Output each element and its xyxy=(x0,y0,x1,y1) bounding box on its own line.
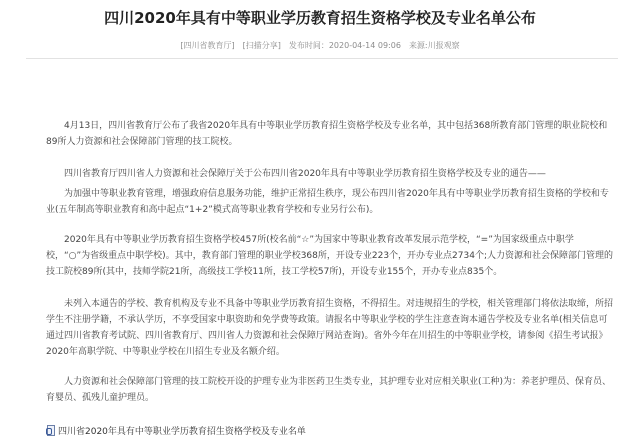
paragraph-nursing: 人力资源和社会保障部门管理的技工院校开设的护理专业为非医药卫生类专业，其护理专业对应相关职业(工种)为：养老护理员、保育员、育婴员、孤残儿童护理员。 xyxy=(46,377,612,403)
article-meta xyxy=(0,40,640,51)
attachment-link[interactable]: 四川省2020年具有中等职业学历教育招生资格学校及专业名单 xyxy=(58,427,306,437)
meta-publish-time: 发布时间：2020-04-14 09:06 xyxy=(288,41,401,50)
meta-source[interactable]: [四川省教育厅] xyxy=(180,41,235,50)
meta-share[interactable]: [扫描分享] xyxy=(242,41,281,50)
attachment-icon xyxy=(46,425,55,435)
paragraph-warning: 未列入本通告的学校、教育机构及专业不具备中等职业学历教育招生资格，不得招生。对违规招生的学校，相关管理部门将依法取缔，所招学生不注册学籍，不承认学历，不享受国家中职资助和免学费等政策。请报名中等职业学校的学生注意查询本通告学校及专业名单(相关信息可通过四川省教育考试院、四川省教育厅、四川省人力资源和社会保障厅网站查询)。省外今年在川招生的中等职业学校，请参阅《招生考试报》2020年高职学院、中等职业学校在川招生专业及名额介绍。 xyxy=(46,299,614,357)
paragraph-school-counts: 2020年具有中等职业学历教育招生资格学校457所(校名前“☆”为国家中等职业教育改革发展示范学校，“=”为国家级重点中职学校，“○”为省级重点中职学校)。其中，教育部门管理的职业学校368所，开设专业223个，开办专业点2734个;人力资源和社会保障部门管理的技工院校89所(其中，技师学院21所，高级技工学校11所，技工学校57所)，开设专业155个，开办专业点835个。 xyxy=(46,235,613,277)
paragraph-purpose: 为加强中等职业教育管理，增强政府信息服务功能，维护正常招生秩序，现公布四川省2020年具有中等职业学历教育招生资格的学校和专业(五年制高等职业教育和高中起点“1+2”模式高等职业教育学校和专业另行公布)。 xyxy=(46,189,609,215)
meta-origin: 来源:川报观察 xyxy=(408,41,460,50)
paragraph-intro: 4月13日，四川省教育厅公布了我省2020年具有中等职业学历教育招生资格学校及专业名单，其中包括368所教育部门管理的职业院校和89所人力资源和社会保障部门管理的技工院校。 xyxy=(46,121,608,147)
article-title: 四川2020年具有中等职业学历教育招生资格学校及专业名单公布 xyxy=(104,9,536,27)
attachment-link-row[interactable] xyxy=(46,424,306,440)
paragraph-notice-title: 四川省教育厅四川省人力资源和社会保障厅关于公布四川省2020年具有中等职业学历教育招生资格学校及专业的通告—— xyxy=(64,169,546,179)
header-divider xyxy=(26,58,618,59)
